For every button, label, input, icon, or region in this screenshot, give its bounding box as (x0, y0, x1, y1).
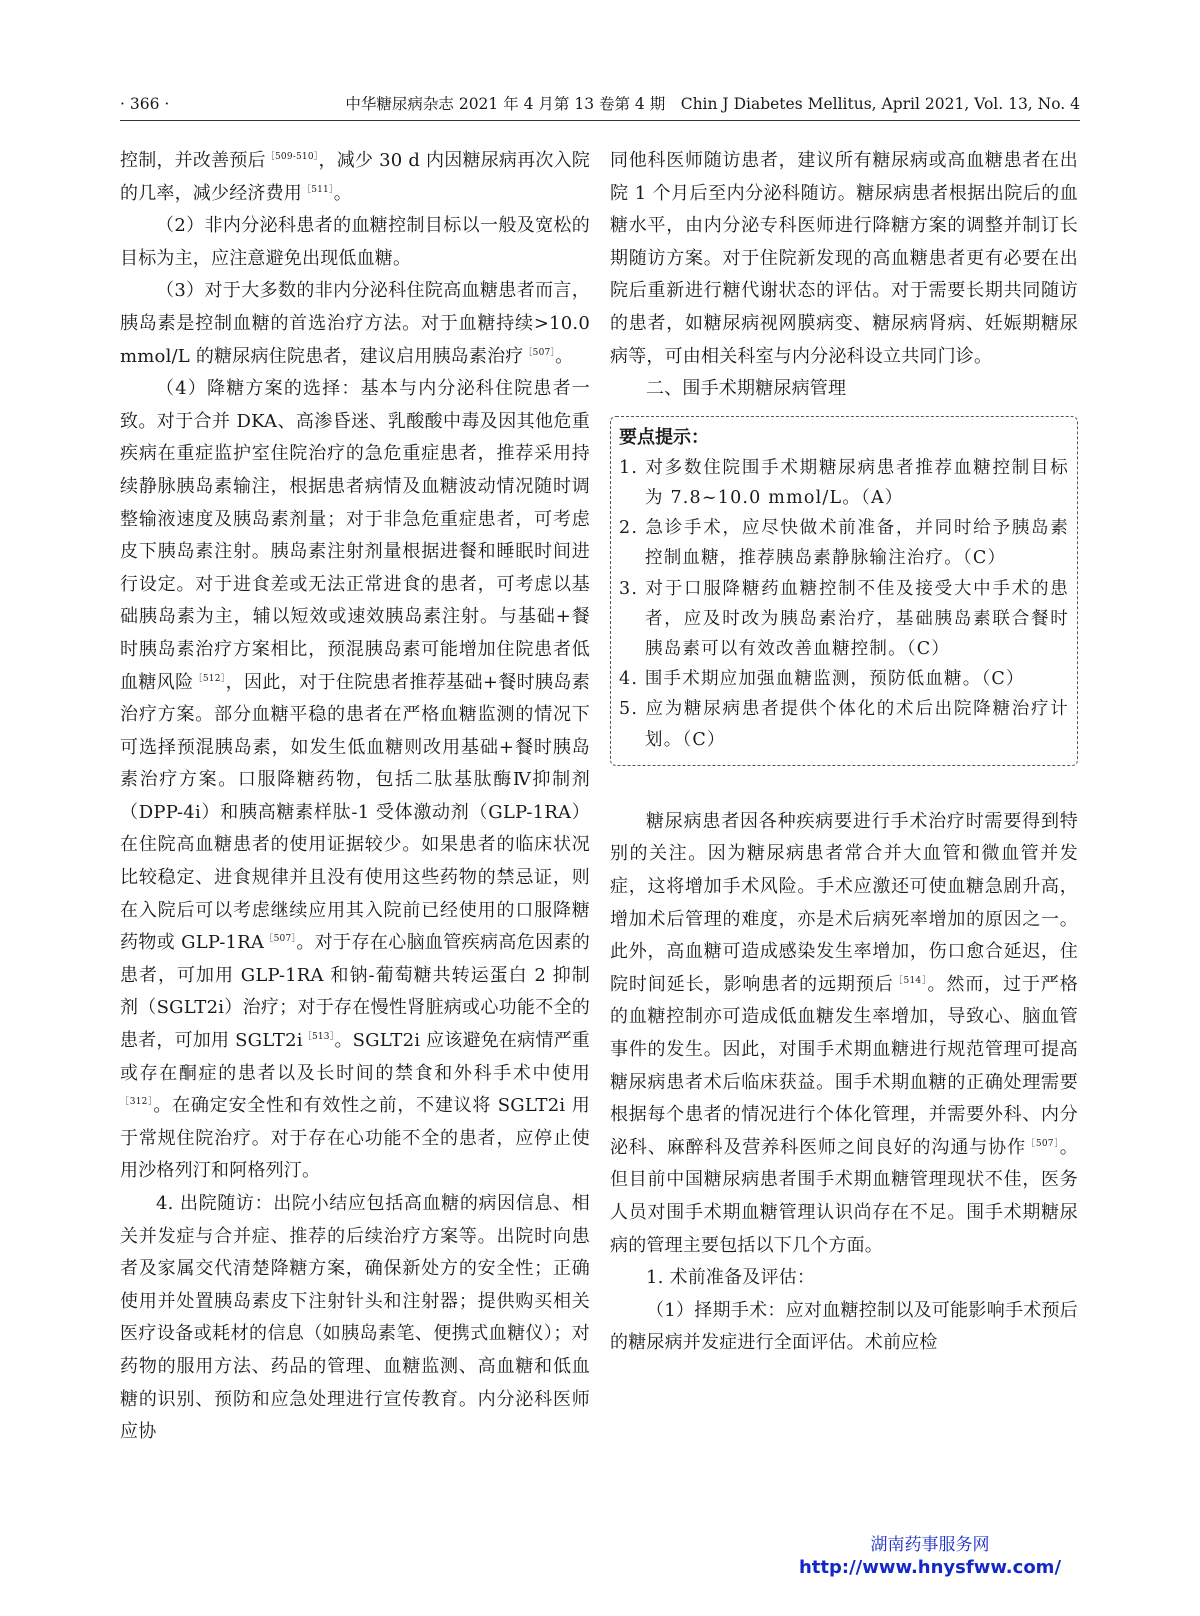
right-column (610, 145, 1078, 1360)
running-header (120, 94, 1080, 121)
journal-citation: 中华糖尿病杂志 2021 年 4 月第 13 卷第 4 期 Chin J Diabetes Mellitus, April 2021, Vol. 13, No. 4 (345, 95, 1080, 113)
section-body (610, 806, 1078, 1360)
left-column (120, 145, 590, 1449)
paragraph: 糖尿病患者因各种疾病要进行手术治疗时需要得到特别的关注。因为糖尿病患者常合并大血管和微血管并发症，这将增加手术风险。手术应激还可使血糖急剧升高，增加术后管理的难度，亦是术后病死率增加的原因之一。此外，高血糖可造成感染发生率增加，伤口愈合延迟，住院时间延长，影响患者的远期预后$^{[514]}$。然而，过于严格的血糖控制亦可造成低血糖发生率增加，导致心、脑血管事件的发生。因此，对围手术期血糖进行规范管理可提高糖尿病患者术后临床获益。围手术期血糖的正确处理需要根据每个患者的情况进行个体化管理，并需要外科、内分泌科、麻醉科及营养科医师之间良好的沟通与协作$^{[507]}$。但目前中国糖尿病患者围手术期血糖管理现状不佳，医务人员对围手术期血糖管理认识尚存在不足。围手术期糖尿病的管理主要包括以下几个方面。 (610, 810, 1078, 1256)
key-point-item: 5. 应为糖尿病患者提供个体化的术后出院降糖治疗计划。（C） (619, 699, 1069, 750)
watermark (780, 1534, 1080, 1580)
paragraph: 4. 出院随访：出院小结应包括高血糖的病因信息、相关并发症与合并症、推荐的后续治疗方案等。出院时向患者及家属交代清楚降糖方案，确保新处方的安全性；正确使用并处置胰岛素皮下注射针头和注射器；提供购买相关医疗设备或耗材的信息（如胰岛素笔、便携式血糖仪）；对药物的服用方法、药品的管理、血糖监测、高血糖和低血糖的识别、预防和应急处理进行宣传教育。内分泌科医师应协 (120, 1193, 590, 1443)
key-point-item: 3. 对于口服降糖药血糖控制不佳及接受大中手术的患者，应及时改为胰岛素治疗，基础胰岛素联合餐时胰岛素可以有效改善血糖控制。（C） (619, 578, 1069, 659)
paragraph: （2）非内分泌科患者的血糖控制目标以一般及宽松的目标为主，应注意避免出现低血糖。 (120, 215, 590, 269)
paragraph: （1）择期手术：应对血糖控制以及可能影响手术预后的糖尿病并发症进行全面评估。术前应检 (610, 1299, 1078, 1354)
reference-marker[interactable]: ［507］ (523, 347, 556, 358)
key-points-title: 要点提示： (619, 426, 709, 448)
section-heading: 二、围手术期糖尿病管理 (646, 378, 847, 400)
subsection-heading: 1. 术前准备及评估： (646, 1267, 816, 1289)
paragraph: 同他科医师随访患者，建议所有糖尿病或高血糖患者在出院 1 个月后至内分泌科随访。糖尿病患者根据出院后的血糖水平，由内分泌专科医师进行降糖方案的调整并制订长期随访方案。对于住院新发现的高血糖患者更有必要在出院后重新进行糖代谢状态的评估。对于需要长期共同随访的患者，如糖尿病视网膜病变、糖尿病肾病、妊娠期糖尿病等，可由相关科室与内分泌科设立共同门诊。 (610, 150, 1078, 367)
reference-marker[interactable]: ［513］ (302, 1032, 335, 1043)
reference-marker[interactable]: ［514］ (893, 975, 928, 986)
watermark-url[interactable]: http://www.hnysfww.com/ (798, 1557, 1062, 1578)
reference-marker[interactable]: ［507］ (1025, 1138, 1060, 1149)
key-point-item: 4. 围手术期应加强血糖监测，预防低血糖。（C） (619, 669, 1025, 690)
paragraph: 控制，并改善预后$^{[509-510]}$，减少 30 d 内因糖尿病再次入院的几率，减少经济费用$^{[511]}$。 (120, 150, 590, 204)
reference-marker[interactable]: ［312］ (120, 1097, 154, 1108)
paragraph: （4）降糖方案的选择：基本与内分泌科住院患者一致。对于合并 DKA、高渗昏迷、乳酸酸中毒及因其他危重疾病在重症监护室住院治疗的急危重症患者，推荐采用持续静脉胰岛素输注，根据患者病情及血糖波动情况随时调整输液速度及胰岛素剂量；对于非急危重症患者，可考虑皮下胰岛素注射。胰岛素注射剂量根据进餐和睡眠时间进行设定。对于进食差或无法正常进食的患者，可考虑以基础胰岛素为主，辅以短效或速效胰岛素注射。与基础+餐时胰岛素治疗方案相比，预混胰岛素可能增加住院患者低血糖风险$^{[512]}$，因此，对于住院患者推荐基础+餐时胰岛素治疗方案。部分血糖平稳的患者在严格血糖监测的情况下可选择预混胰岛素，如发生低血糖则改用基础+餐时胰岛素治疗方案。口服降糖药物，包括二肽基肽酶Ⅳ抑制剂（DPP-4i）和胰高糖素样肽-1 受体激动剂（GLP-1RA）在住院高血糖患者的使用证据较少。如果患者的临床状况比较稳定、进食规律并且没有使用这些药物的禁忌证，则在入院后可以考虑继续应用其入院前已经使用的口服降糖药物或 GLP-$1RA^{[507]}$。对于存在心脑血管疾病高危因素的患者，可加用 GLP-1RA 和钠-葡萄糖共转运蛋白 2 抑制剂（SGLT2i）治疗；对于存在慢性肾脏病或心功能不全的患者，可加用 $SGLT2i^{[513]}$。SGLT2i 应该避免在病情严重或存在酮症的患者以及长时间的禁食和外科手术中使用$^{[312]}$。在确定安全性和有效性之前，不建议将 SGLT2i 用于常规住院治疗。对于存在心功能不全的患者，应停止使用沙格列汀和阿格列汀。 (120, 378, 590, 1182)
key-point-item: 2. 急诊手术，应尽快做术前准备，并同时给予胰岛素控制血糖，推荐胰岛素静脉输注治疗。（C） (619, 518, 1069, 569)
reference-marker[interactable]: ［509-510］ (265, 152, 319, 162)
reference-marker[interactable]: ［512］ (193, 673, 226, 684)
page-number: · 366 · (120, 95, 170, 113)
reference-marker[interactable]: ［511］ (302, 184, 334, 195)
key-points-box (610, 416, 1078, 766)
paragraph: （3）对于大多数的非内分泌科住院高血糖患者而言，胰岛素是控制血糖的首选治疗方法。对于血糖持续>10.0 mmol/L 的糖尿病住院患者，建议启用胰岛素治疗$^{[507]}$。 (120, 280, 590, 367)
watermark-site-name: 湖南药事服务网 (870, 1535, 990, 1555)
key-point-item: 1. 对多数住院围手术期糖尿病患者推荐血糖控制目标为 7.8~10.0 mmol/L。（A） (619, 457, 1069, 508)
reference-marker[interactable]: ［507］ (264, 934, 297, 945)
